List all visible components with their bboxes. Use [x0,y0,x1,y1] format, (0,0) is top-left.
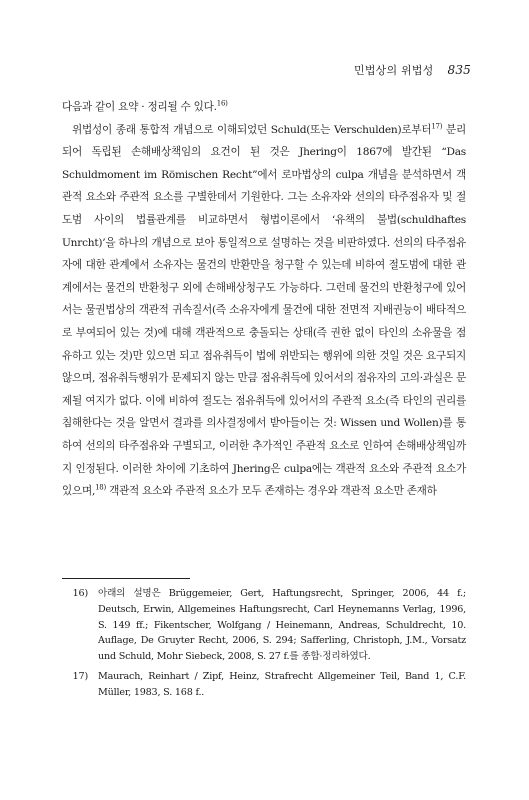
footnote-16 [62,586,466,665]
paragraph-text-1: 위법성이 종래 통합적 개념으로 이해되었던 Schuld(또는 Verschulden)로부터 [72,123,432,136]
footnote-17 [62,669,466,701]
page-number: 835 [447,63,471,77]
paragraph-text-2: 분리되어 독립된 손해배상책임의 요건이 된 것은 Jhering이 1867에 발간된 “Das Schuldmoment im Römischen Recht”에서 로마법상의 culpa 개념을 분석하면서 객관적 요소와 주관적 요소를 구별한데서 기원한다. 그는 소유자와 선의의 타주점유자 및 절도범 사이의 법률관계를 비교하면서 형법이론에서 ‘유책의 불법(schuldhaftes Unrcht)’을 하나의 개념으로 보아 통일적으로 설명하는 것을 비판하였다. 선의의 타주점유자에 대한 관계에서 소유자는 물건의 반환만을 청구할 수 있는데 비하여 절도범에 대한 관계에서는 물건의 반환청구 외에 손해배상청구도 가능하다. 그런데 물건의 반환청구에 있어서는 물권법상의 객관적 귀속질서(즉 소유자에게 물건에 대한 전면적 지배권능이 배타적으로 부여되어 있는 것)에 대해 객관적으로 충돌되는 상태(즉 권한 없이 타인의 소유물을 점유하고 있는 것)만 있으면 되고 점유취득이 법에 위반되는 행위에 의한 것일 것은 요구되지 않으며, 점유취득행위가 문제되지 않는 만큼 점유취득에 있어서의 점유자의 고의·과실은 문제될 여지가 없다. 이에 비하여 절도는 점유취득에 있어서의 주관적 요소(즉 타인의 권리를 침해한다는 것을 알면서 결과를 의사결정에서 받아들이는 것: Wissen und Wollen)를 통하여 선의의 타주점유와 구별되고, 이러한 추가적인 주관적 요소로 인하여 손해배상책임까지 인정된다. 이러한 차이에 기초하여 Jhering은 culpa에는 객관적 요소와 주관적 요소가 있으며, [62,123,466,498]
main-text [62,96,466,503]
paragraph [62,119,466,503]
footnote-text: 아래의 설명은 Brüggemeier, Gert, Haftungsrecht, Springer, 2006, 44 f.; Deutsch, Erwin, Allgemeines Haftungsrecht, Carl Heynemanns Verlag, 1996, S. 149 ff.; Fikentscher, Wolfgang / Heinemann, Andreas, Schuldrecht, 10. Auflage, De Gruyter Recht, 2006, S. 294; Safferling, Christoph, J.M., Vorsatz und Schuld, Mohr Siebeck, 2008, S. 27 f.를 종합·정리하였다. [98,588,466,663]
lead-line [62,96,466,119]
running-header [354,62,471,78]
paragraph-text-3: 객관적 요소와 주관적 요소가 모두 존재하는 경우와 객관적 요소만 존재하 [105,485,437,498]
footnotes [62,586,466,705]
footnote-divider [62,578,190,579]
footnote-text: Maurach, Reinhart / Zipf, Heinz, Strafrecht Allgemeiner Teil, Band 1, C.F. Müller, 1983, S. 168 f.. [98,670,466,698]
footnote-ref-16[interactable]: 16) [216,99,228,108]
footnote-ref-18[interactable]: 18) [95,483,106,492]
footnote-ref-17[interactable]: 17) [431,122,443,131]
running-title: 민법상의 위법성 [354,64,434,77]
lead-sentence: 다음과 같이 요약 · 정리될 수 있다. [62,101,217,113]
footnote-number: 17) [72,670,88,682]
footnote-number: 16) [72,588,88,599]
